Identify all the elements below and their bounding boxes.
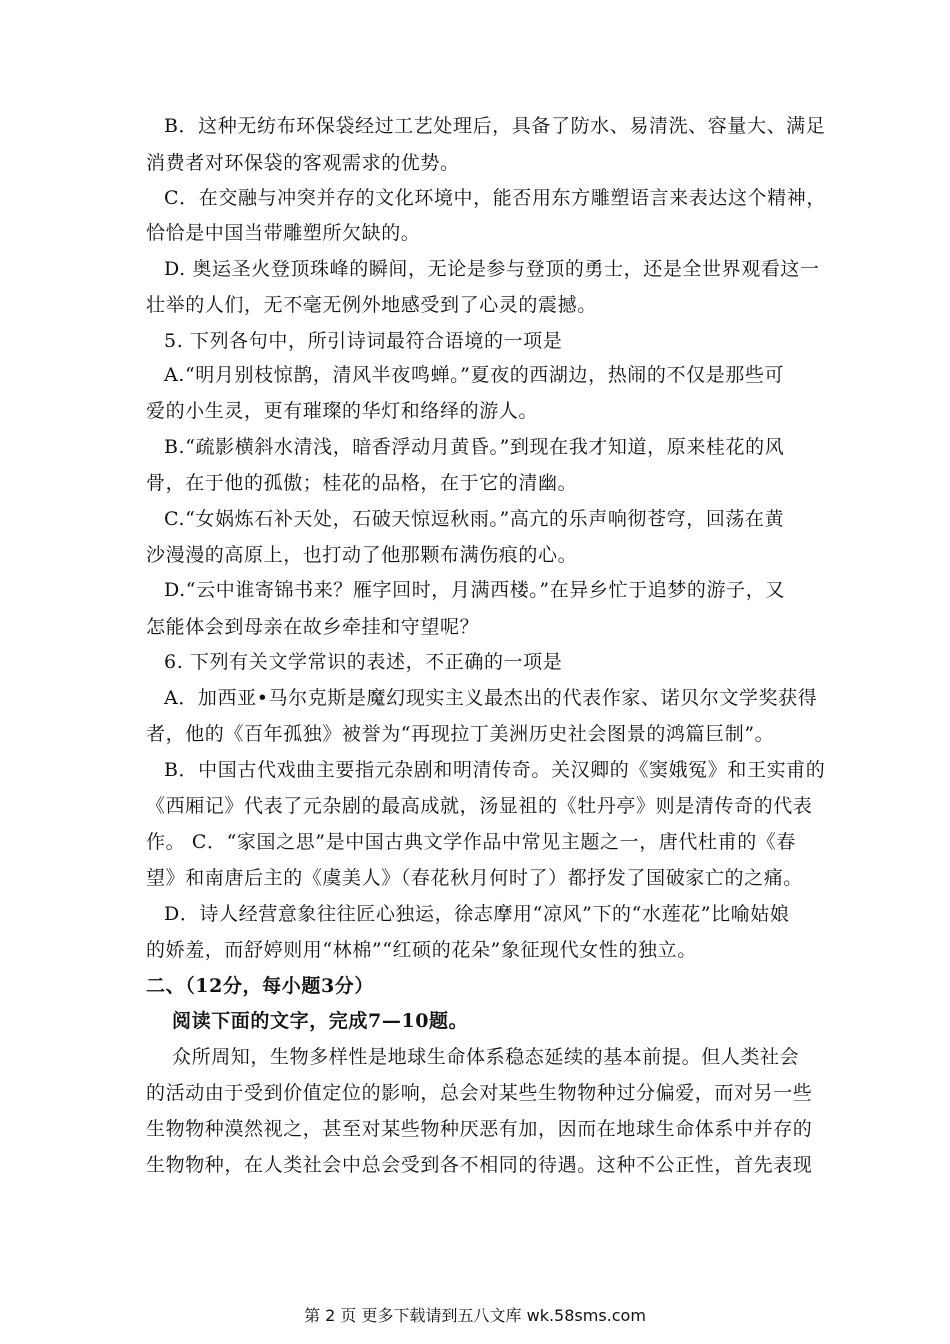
text-line: 生物物种漠然视之，甚至对某些物种厌恶有加，因而在地球生命体系中并存的 xyxy=(146,1118,813,1140)
text-line: 者，他的《百年孤独》被誉为“再现拉丁美洲历史社会图景的鸿篇巨制”。 xyxy=(146,723,775,745)
text-line: 的活动由于受到价值定位的影响，总会对某些生物物种过分偏爱，而对另一些 xyxy=(146,1082,813,1104)
text-line: 消费者对环保袋的客观需求的优势。 xyxy=(146,152,460,174)
text-line: 《西厢记》代表了元杂剧的最高成就，汤显祖的《牡丹亭》则是清传奇的代表 xyxy=(146,795,813,817)
paragraph-line: D. 奥运圣火登顶珠峰的瞬间，无论是参与登顶的勇士，还是全世界观看这一 xyxy=(164,258,820,280)
paragraph-line: A.“明月别枝惊鹊，清风半夜鸣蝉。”夏夜的西湖边，热闹的不仅是那些可 xyxy=(164,364,785,386)
paragraph-line: 6. 下列有关文学常识的表述，不正确的一项是 xyxy=(164,651,563,673)
text-line: 作。 C．“家国之思”是中国古典文学作品中常见主题之一，唐代杜甫的《春 xyxy=(146,831,797,853)
paragraph-line: B．中国古代戏曲主要指元杂剧和明清传奇。关汉卿的《窦娥冤》和王实甫的 xyxy=(164,759,826,781)
text-line: 的娇羞，而舒婷则用“林棉”“红硕的花朵”象征现代女性的独立。 xyxy=(146,939,697,961)
paragraph-line: C．在交融与冲突并存的文化环境中，能否用东方雕塑语言来表达这个精神， xyxy=(164,187,826,209)
text-line: 恰恰是中国当带雕塑所欠缺的。 xyxy=(146,222,421,244)
text-line: 壮举的人们，无不毫无例外地感受到了心灵的震撼。 xyxy=(146,294,597,316)
paragraph-line: D．诗人经营意象往往匠心独运，徐志摩用“凉风”下的“水莲花”比喻姑娘 xyxy=(164,903,790,925)
section-heading: 二、（12分，每小题3分） xyxy=(146,975,374,997)
paragraph-line: 5. 下列各句中，所引诗词最符合语境的一项是 xyxy=(164,330,563,352)
reading-instruction: 阅读下面的文字，完成7—10题。 xyxy=(172,1010,469,1032)
text-line: 沙漫漫的高原上，也打动了他那颗布满伤痕的心。 xyxy=(146,544,578,566)
text-line: 望》和南唐后主的《虞美人》（春花秋月何时了）都抒发了国破家亡的之痛。 xyxy=(146,867,803,889)
paragraph-line: C.“女娲炼石补天处，石破天惊逗秋雨。”高亢的乐声响彻苍穹，回荡在黄 xyxy=(164,508,785,530)
text-line: 骨，在于他的孤傲；桂花的品格，在于它的清幽。 xyxy=(146,472,578,494)
page-footer: 第 2 页 更多下载请到五八文库 wk.58sms.com xyxy=(304,1306,646,1325)
text-line: 怎能体会到母亲在故乡牵挂和守望呢？ xyxy=(146,616,480,638)
paragraph-line: 众所周知，生物多样性是地球生命体系稳态延续的基本前提。但人类社会 xyxy=(172,1046,800,1068)
text-line: 生物物种，在人类社会中总会受到各不相同的待遇。这种不公正性，首先表现 xyxy=(146,1154,813,1176)
text-line: 爱的小生灵，更有璀璨的华灯和络绎的游人。 xyxy=(146,400,539,422)
paragraph-line: D.“云中谁寄锦书来？雁字回时，月满西楼。”在异乡忙于追梦的游子，又 xyxy=(164,579,785,601)
paragraph-line: B.“疏影横斜水清浅，暗香浮动月黄昏。”到现在我才知道，原来桂花的风 xyxy=(164,436,785,458)
paragraph-line: A．加西亚•马尔克斯是魔幻现实主义最杰出的代表作家、诺贝尔文学奖获得 xyxy=(164,687,818,709)
paragraph-line: B．这种无纺布环保袋经过工艺处理后，具备了防水、易清洗、容量大、满足 xyxy=(164,115,826,137)
